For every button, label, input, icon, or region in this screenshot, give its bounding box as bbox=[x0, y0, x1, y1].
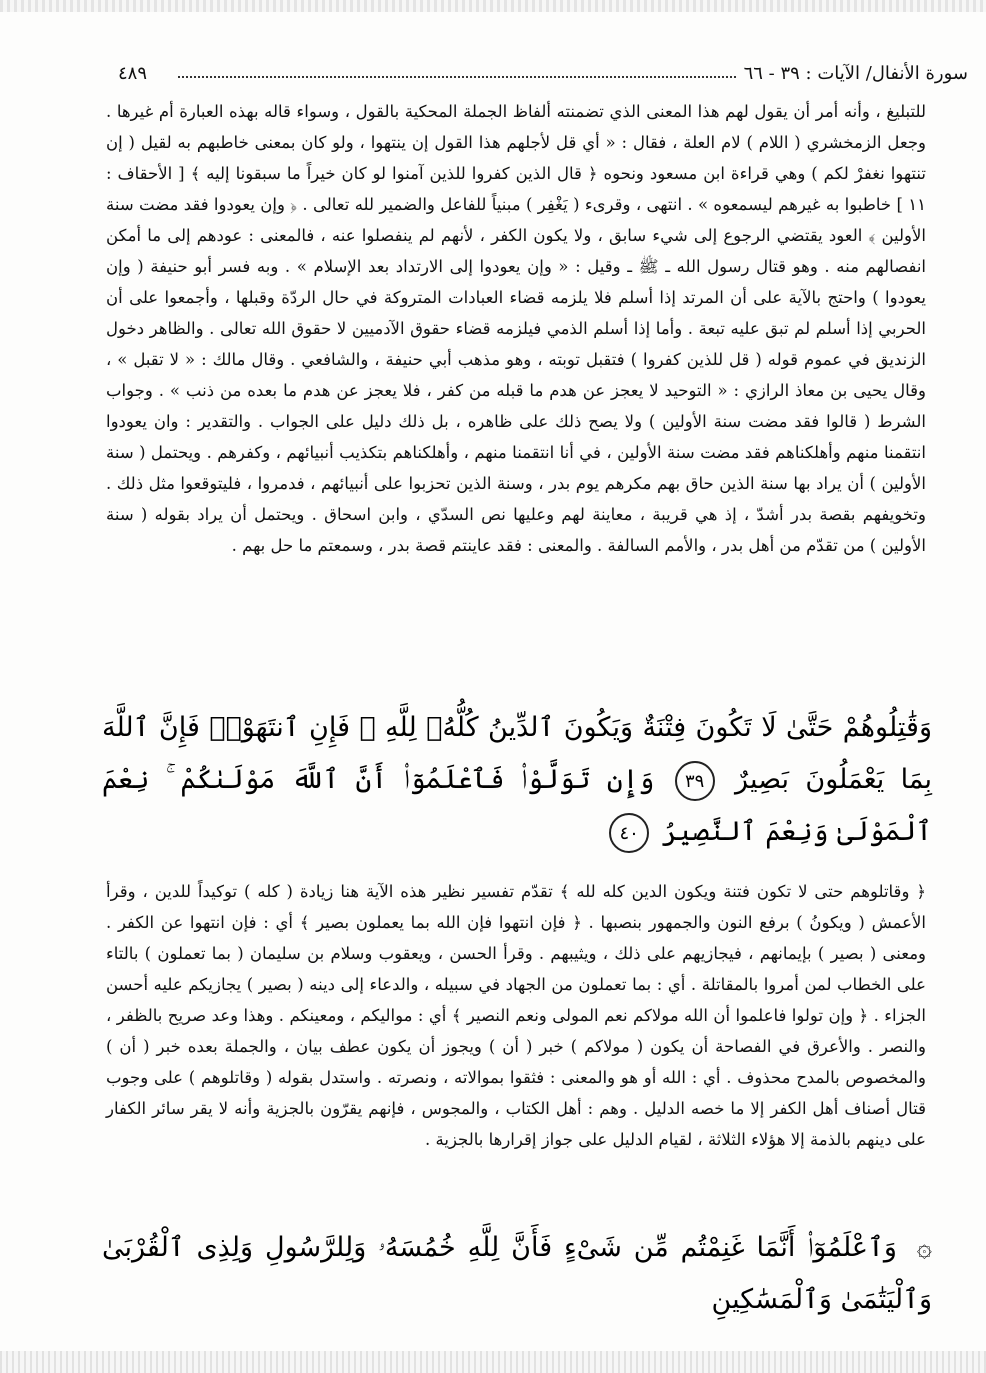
commentary-block-2 bbox=[106, 876, 926, 1206]
hizb-star-icon: ۞ bbox=[916, 1233, 932, 1263]
surah-title: سورة الأنفال/ الآيات : ٣٩ - ٦٦ bbox=[743, 63, 968, 84]
verse-39-text: وَقَٰتِلُوهُمْ حَتَّىٰ لَا تَكُونَ فِتْنَةٌ وَيَكُونَ ٱلدِّينُ كُلُّهُۥ لِلَّهِ ۚ فَإِنِ ٱنتَهَوْا۟ فَإِنَّ ٱللَّهَ بِمَا يَعْمَلُونَ بَصِيرٌ bbox=[102, 712, 932, 795]
commentary-paragraph: للتبليغ ، وأنه أمر أن يقول لهم هذا المعنى الذي تضمنته ألفاظ الجملة المحكية بالقول ، وسواء قاله بهذه العبارة أم غيرها . وجعل الزمخشري ( اللام ) لام العلة ، فقال : « أي قل لأجلهم هذا القول إن ينتهوا ، ولو كان بمعنى خاطبهم به لقيل ( إن تنتهوا نغفرْ لكم ) وهي قراءة ابن مسعود ونحوه ﴿ قال الذين كفروا للذين آمنوا لو كان خيراً ما سبقونا إليه ﴾ [ الأحقاف : ١١ ] خاطبوا به غيرهم ليسمعوه » . انتهى ، وقرىء ( يَغْفِر ) مبنياً للفاعل والضمير لله تعالى . ﴿ وإن يعودوا فقد مضت سنة الأولين ﴾ العود يقتضي الرجوع إلى شيء سابق ، ولا يكون الكفر ، لأنهم لم ينفصلوا عنه ، فالمعنى : عودهم إلى ما أمكن انفصالهم منه . وهو قتال رسول الله ـ ﷺ ـ وقيل : « وإن يعودوا إلى الارتداد بعد الإسلام » . وبه فسر أبو حنيفة ( وإن يعودوا ) واحتج بالآية على أن المرتد إذا أسلم فلا يلزمه قضاء العبادات المتروكة في حال الردّة وقبلها ، وأجمعوا على أن الحربي إذا أسلم لم تبق عليه تبعة . وأما إذا أسلم الذمي فيلزمه قضاء حقوق الآدميين لا حقوق الله تعالى . والظاهر دخول الزنديق في عموم قوله ( قل للذين كفروا ) فتقبل توبته ، وهو مذهب أبي حنيفة ، والشافعي . وقال مالك : « لا تقبل » ، وقال يحيى بن معاذ الرازي : « التوحيد لا يعجز عن هدم ما قبله من كفر ، فلا يعجز عن هدم ما بعده من ذنب » . وجواب الشرط ( قالوا فقد مضت سنة الأولين ) ولا يصح ذلك على ظاهره ، بل ذلك دليل على الجواب . والتقدير : وان يعودوا انتقمنا منهم وأهلكناهم فقد مضت سنة الأولين ، في أنا انتقمنا منهم ، وأهلكناهم بتكذيب أنبيائهم ، وكفرهم . ويحتمل ( سنة الأولين ) أن يراد بها سنة الذين حاق بهم مكرهم يوم بدر ، وسنة الذين تحزبوا على أنبيائهم ، فدمروا ، فليتوقعوا مثل ذلك . وتخويفهم بقصة بدر أشدّ ، إذ هي قريبة ، معاينة لهم وعليها نص السدّي ، وابن اسحاق . ويحتمل أن يراد بقوله ( سنة الأولين ) من تقدّم من أهل بدر ، والأمم السالفة . والمعنى : فقد عاينتم قصة بدر ، وسمعتم ما حل بهم . bbox=[106, 102, 926, 555]
verse-41-text: وَٱعْلَمُوٓا۟ أَنَّمَا غَنِمْتُم مِّن شَىْءٍ فَأَنَّ لِلَّهِ خُمُسَهُۥ وَلِلرَّسُولِ وَلِذِى ٱلْقُرْبَىٰ وَٱلْيَتَٰمَىٰ وَٱلْمَسَٰكِينِ bbox=[102, 1232, 932, 1315]
scan-edge-bottom bbox=[0, 1351, 986, 1373]
quran-verses-39-40 bbox=[102, 702, 932, 847]
ayah-number-40-icon: ٤٠ bbox=[609, 813, 649, 853]
verse-40-text: وَإِن تَوَلَّوْا۟ فَٱعْلَمُوٓا۟ أَنَّ ٱللَّهَ مَوْلَىٰكُمْ ۚ نِعْمَ ٱلْمَوْلَىٰ وَنِعْمَ ٱلنَّصِيرُ bbox=[102, 764, 932, 847]
dotted-leader bbox=[178, 76, 736, 78]
quran-verse-41 bbox=[102, 1222, 932, 1315]
page-number: ٤٨٩ bbox=[118, 63, 148, 84]
scan-edge-top bbox=[0, 0, 986, 12]
ayah-number-39-icon: ٣٩ bbox=[675, 761, 715, 801]
running-head bbox=[118, 58, 968, 90]
commentary-block-1 bbox=[106, 96, 926, 672]
commentary-paragraph: ﴿ وقاتلوهم حتى لا تكون فتنة ويكون الدين كله لله ﴾ تقدّم تفسير نظير هذه الآية هنا زيادة ( كله ) توكيداً للدين ، وقرأ الأعمش ( ويكونُ ) برفع النون والجمهور بنصبها . ﴿ فإن انتهوا فإن الله بما يعملون بصير ﴾ أي : فإن انتهوا عن الكفر . ومعنى ( بصير ) بإيمانهم ، فيجازيهم على ذلك ، ويثيبهم . وقرأ الحسن ، ويعقوب وسلام بن سليمان ( بما تعملون ) بالتاء على الخطاب لمن أمروا بالمقاتلة . أي : بما تعملون من الجهاد في سبيله ، والدعاء إلى دينه ( بصير ) يجازيكم عليه أحسن الجزاء . ﴿ وإن تولوا فاعلموا أن الله مولاكم نعم المولى ونعم النصير ﴾ أي : مواليكم ، ومعينكم . وهذا وعد صريح بالظفر ، والنصر . والأعرق في الفصاحة أن يكون ( مولاكم ) خبر ( أن ) ويجوز أن يكون عطف بيان ، والجملة بعده خبر ( أن ) والمخصوص بالمدح محذوف . أي : الله أو هو والمعنى : فثقوا بموالاته ، ونصرته . واستدل بقوله ( وقاتلوهم ) على وجوب قتال أصناف أهل الكفر إلا ما خصه الدليل . وهم : أهل الكتاب ، والمجوس ، فإنهم يقرّون بالجزية وأنه لا يقر سائر الكفار على دينهم بالذمة إلا هؤلاء الثلاثة ، لقيام الدليل على جواز إقرارها بالجزية . bbox=[106, 882, 926, 1149]
